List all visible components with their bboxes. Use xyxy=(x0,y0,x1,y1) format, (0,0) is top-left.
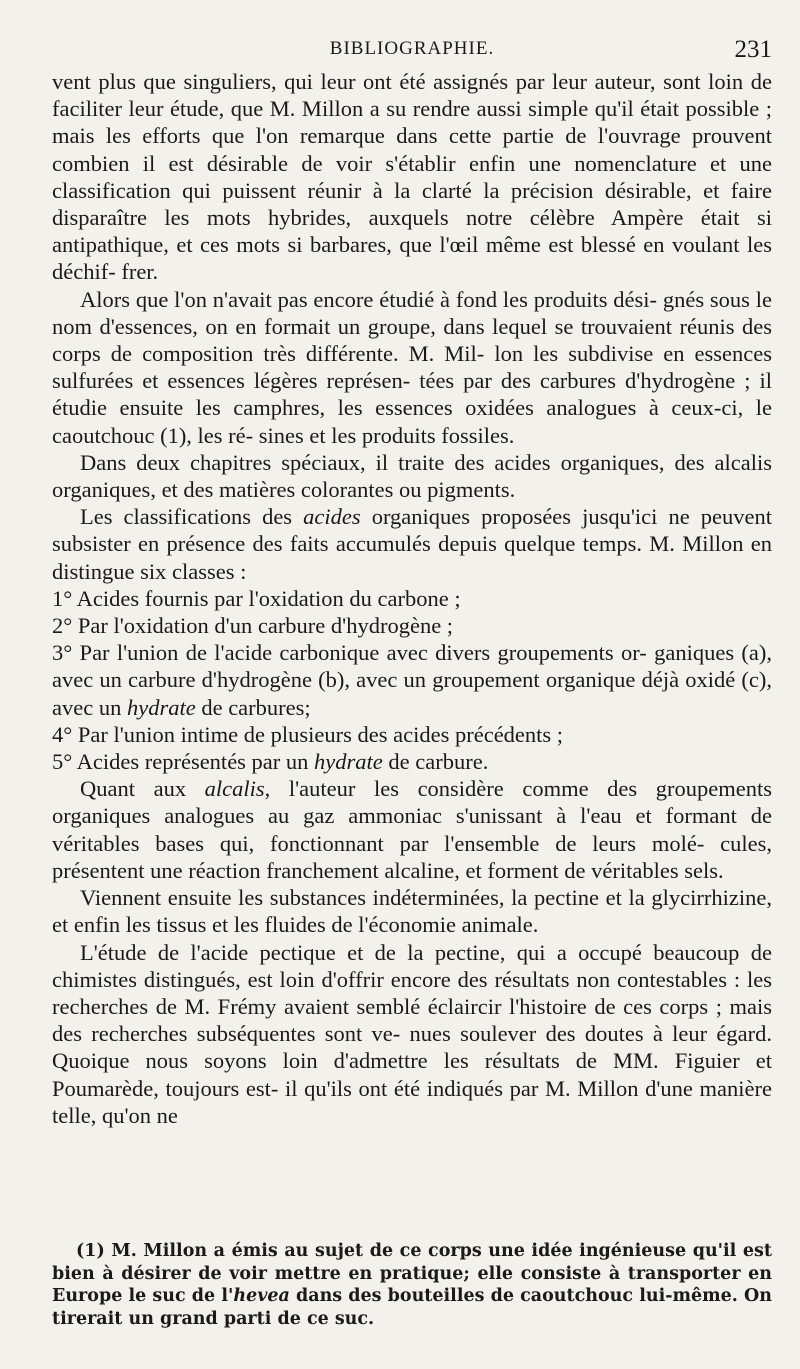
body-text xyxy=(52,68,772,1129)
paragraph-2: Alors que l'on n'avait pas encore étudié à fond les produits dési- gnés sous le nom d'essences, on en formait un groupe, dans lequel se trouvaient réunis des corps de composition très différente. M. Mil- lon les subdivise en essences sulfurées et essences légères représen- tées par des carbures d'hydrogène ; il étudie ensuite les camphres, les essences oxidées analogues à ceux-ci, le caoutchouc (1), les ré- sines et les produits fossiles. xyxy=(52,286,772,448)
footnote-text-a: (1) M. Millon a émis au sujet de ce corps une idée ingénieuse qu'il est bien à désirer de voir mettre en pratique; elle consiste à transporter en Europe le suc de l' xyxy=(52,1241,772,1306)
paragraph-7: L'étude de l'acide pectique et de la pectine, qui a occupé beaucoup de chimistes distingués, est loin d'offrir encore des résultats non contestables : les recherches de M. Frémy avaient semblé éclaircir l'histoire de ces corps ; mais des recherches subséquentes sont ve- nues soulever des doutes à leur égard. Quoique nous soyons loin d'admettre les résultats de MM. Figuier et Poumarède, toujours est- il qu'ils ont été indiqués par M. Millon d'une manière telle, qu'on ne xyxy=(52,939,772,1128)
paragraph-5 xyxy=(52,775,772,884)
list-item-3-italic: hydrate xyxy=(126,694,196,720)
paragraph-4 xyxy=(52,503,772,585)
running-head: BIBLIOGRAPHIE. xyxy=(329,38,495,59)
list-item-5-text-b: de carbure. xyxy=(382,749,489,775)
paragraph-5-text-b: , l'auteur les considère comme des groupements organiques analogues au gaz ammoniac s'unissant à l'eau et formant de véritables bases qui, fonctionnant par l'ensemble de leurs molé- cules, présentent une réaction franchement alcaline, et forment de véritables sels. xyxy=(52,776,772,883)
list-item-4: 4° Par l'union intime de plusieurs des acides précédents ; xyxy=(52,721,564,747)
paragraph-6: Viennent ensuite les substances indéterminées, la pectine et la glycirrhizine, et enfin les tissus et les fluides de l'économie animale. xyxy=(52,885,772,938)
paragraph-4-text-a: Les classifications des xyxy=(80,504,304,530)
page-number: 231 xyxy=(734,36,772,63)
paragraph-5-italic: alcalis xyxy=(204,776,265,802)
list-item-5 xyxy=(52,748,772,775)
list-item-3 xyxy=(52,639,772,721)
list-item-1: 1° Acides fournis par l'oxidation du carbone ; xyxy=(52,585,461,611)
list-item-3-text-a: 3° Par l'union de l'acide carbonique avec divers groupements or- ganiques (a), avec un carbure d'hydrogène (b), avec un groupement organique déjà oxidé (c), avec un xyxy=(52,640,772,720)
footnote-italic: hevea xyxy=(233,1286,290,1306)
paragraph-3: Dans deux chapitres spéciaux, il traite des acides organiques, des alcalis organiques, et des matières colorantes ou pigments. xyxy=(52,449,772,503)
list-item-5-text-a: 5° Acides représentés par un xyxy=(52,749,315,775)
list-item-2: 2° Par l'oxidation d'un carbure d'hydrogène ; xyxy=(52,613,454,639)
list-item-5-italic: hydrate xyxy=(314,749,383,775)
paragraph-4-text-b: organiques proposées jusqu'ici ne peuvent subsister en présence des faits accumulés depuis quelque temps. M. Millon en distingue six classes : xyxy=(52,504,772,584)
footnote-text-b: dans des bouteilles de caoutchouc lui-même. On tirerait un grand parti de ce suc. xyxy=(52,1286,772,1329)
paragraph-5-text-a: Quant aux xyxy=(80,776,205,802)
footnote xyxy=(52,1240,772,1330)
list-item-3-text-b: de carbures; xyxy=(195,694,311,720)
footnote-1 xyxy=(52,1240,772,1330)
paragraph-4-italic: acides xyxy=(303,504,361,530)
paragraph-1: vent plus que singuliers, qui leur ont été assignés par leur auteur, sont loin de faciliter leur étude, que M. Millon a su rendre aussi simple qu'il était possible ; mais les efforts que l'on remarque dans cette partie de l'ouvrage prouvent combien il est désirable de voir s'établir enfin une nomenclature et une classification qui puissent réunir à la clarté la précision désirable, et faire disparaître les mots hybrides, auxquels notre célèbre Ampère était si antipathique, et ces mots si barbares, que l'œil même est blessé en voulant les déchif- frer. xyxy=(52,69,772,285)
page-header xyxy=(52,38,772,68)
